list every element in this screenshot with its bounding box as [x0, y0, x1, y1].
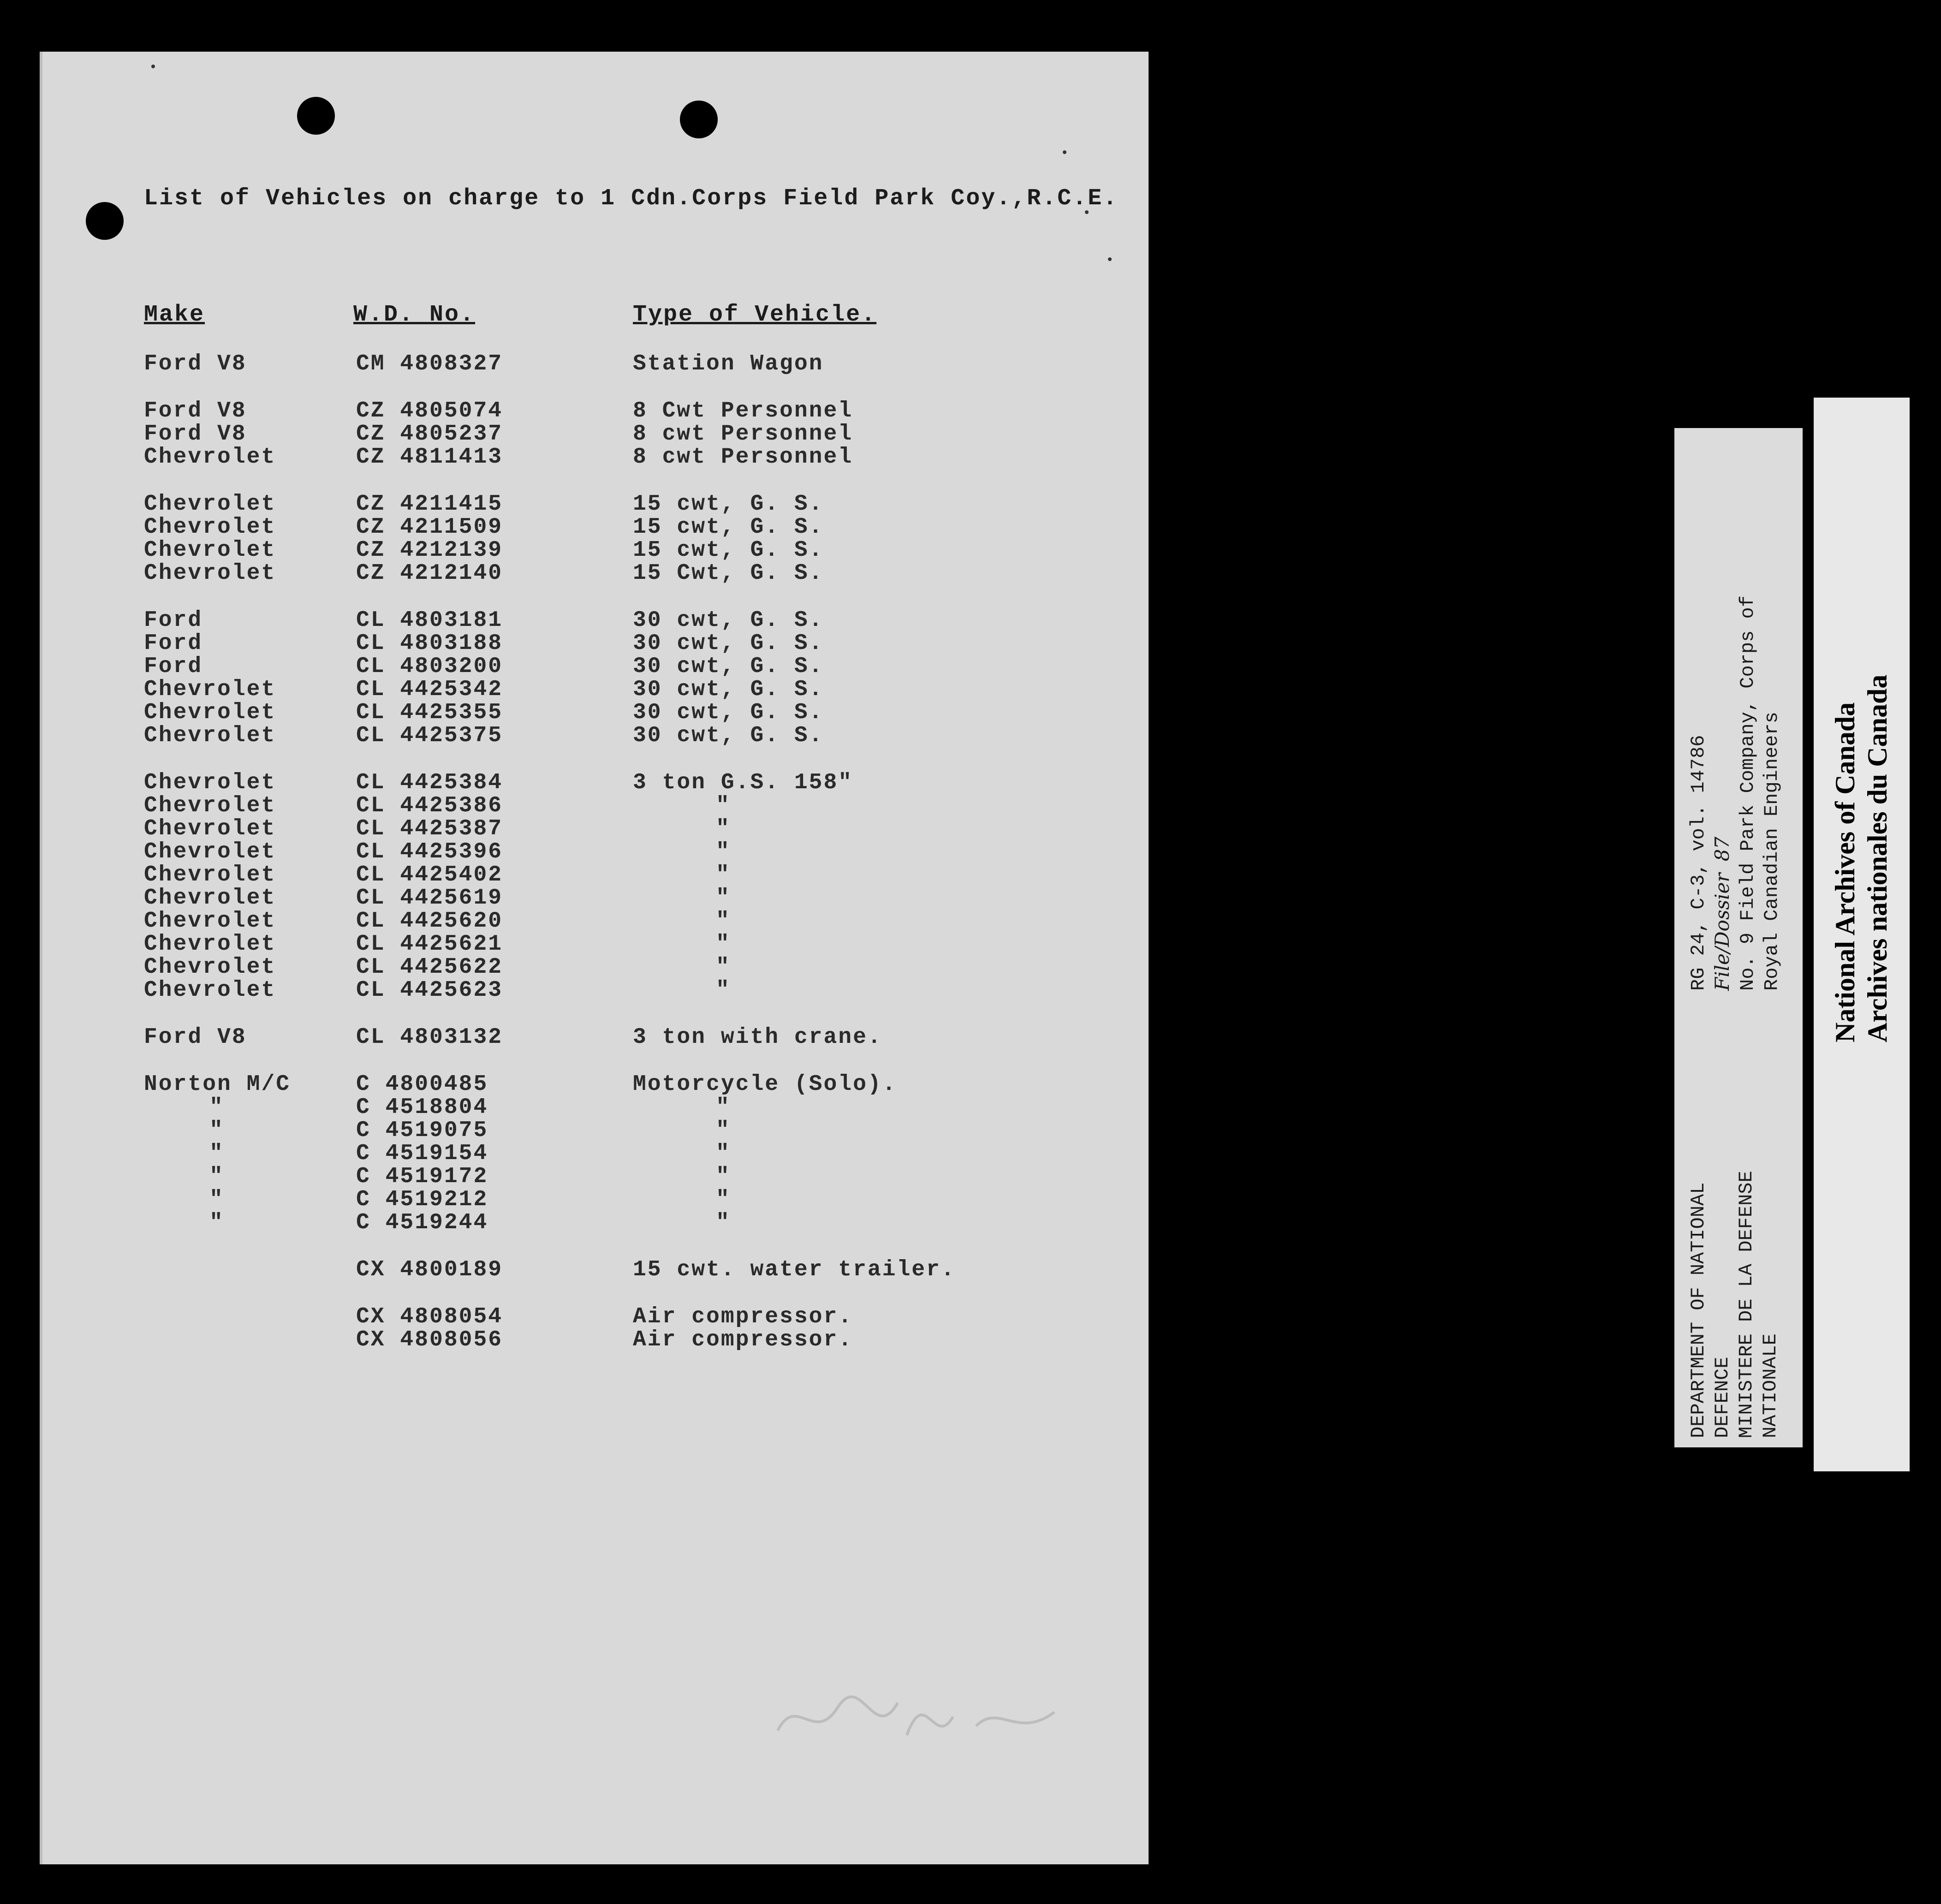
cell-wd: CZ 4211509: [356, 515, 503, 540]
header-make: Make: [144, 302, 205, 328]
cell-make: Ford V8: [144, 422, 247, 446]
cell-type: Station Wagon: [633, 351, 824, 376]
cell-make: Chevrolet: [144, 839, 276, 864]
cell-wd: C 4519212: [356, 1187, 488, 1212]
cell-type: ": [716, 932, 731, 957]
cell-type: 30 cwt, G. S.: [633, 654, 824, 679]
department-block: [1686, 1171, 1782, 1438]
ref-line: No. 9 Field Park Company, Corps of: [1737, 595, 1759, 991]
cell-type: 15 Cwt, G. S.: [633, 561, 824, 586]
cell-make: Ford V8: [144, 351, 247, 376]
cell-type: ": [716, 955, 731, 980]
cell-wd: CL 4803181: [356, 608, 503, 633]
cell-wd: CL 4425619: [356, 886, 503, 910]
punch-hole: [86, 202, 124, 240]
cell-make: Ford V8: [144, 1025, 247, 1050]
ref-line: [1710, 595, 1736, 991]
header-type: Type of Vehicle.: [633, 302, 877, 328]
cell-make: Chevrolet: [144, 515, 276, 540]
cell-type: ": [716, 863, 731, 887]
cell-type: ": [716, 1118, 731, 1143]
cell-type: ": [716, 1164, 731, 1189]
cell-wd: CL 4425384: [356, 770, 503, 795]
cell-wd: C 4519075: [356, 1118, 488, 1143]
cell-wd: CL 4425620: [356, 909, 503, 934]
cell-type: ": [716, 1095, 731, 1120]
cell-type: 30 cwt, G. S.: [633, 608, 824, 633]
cell-wd: CL 4803132: [356, 1025, 503, 1050]
cell-make: Chevrolet: [144, 978, 276, 1003]
cell-type: 8 cwt Personnel: [633, 445, 853, 470]
speck: [1108, 257, 1112, 261]
ref-line: Royal Canadian Engineers: [1761, 712, 1783, 991]
archive-reference-label: [1674, 428, 1803, 1447]
cell-wd: CX 4808054: [356, 1304, 503, 1329]
cell-wd: CL 4425402: [356, 863, 503, 887]
cell-make: Chevrolet: [144, 909, 276, 934]
cell-wd: CZ 4805237: [356, 422, 503, 446]
cell-type: ": [716, 1141, 731, 1166]
cell-make: Ford: [144, 631, 203, 656]
cell-type: ": [716, 1210, 731, 1235]
cell-type: ": [716, 978, 731, 1003]
cell-type: 30 cwt, G. S.: [633, 723, 824, 748]
archive-line-french: Archives nationales du Canada: [1862, 674, 1893, 1042]
cell-make: ": [209, 1141, 224, 1166]
cell-make: ": [209, 1118, 224, 1143]
cell-type: Air compressor.: [633, 1304, 853, 1329]
cell-make: Chevrolet: [144, 538, 276, 563]
cell-make: Chevrolet: [144, 445, 276, 470]
ref-line: RG 24, C-3, vol. 14786: [1687, 735, 1709, 991]
archive-line-english: National Archives of Canada: [1830, 702, 1860, 1042]
header-wd-no: W.D. No.: [353, 302, 476, 328]
cell-wd: CX 4808056: [356, 1327, 503, 1352]
cell-make: ": [209, 1187, 224, 1212]
cell-type: Motorcycle (Solo).: [633, 1072, 897, 1097]
cell-type: 15 cwt, G. S.: [633, 515, 824, 540]
cell-wd: CL 4425375: [356, 723, 503, 748]
cell-make: Chevrolet: [144, 816, 276, 841]
cell-wd: CM 4808327: [356, 351, 503, 376]
cell-wd: CL 4425386: [356, 793, 503, 818]
cell-make: Ford V8: [144, 399, 247, 423]
punch-hole: [297, 97, 335, 135]
cell-type: ": [716, 886, 731, 910]
cell-make: Chevrolet: [144, 677, 276, 702]
cell-wd: CL 4425342: [356, 677, 503, 702]
cell-wd: CL 4803188: [356, 631, 503, 656]
cell-wd: CL 4803200: [356, 654, 503, 679]
cell-wd: CL 4425622: [356, 955, 503, 980]
cell-type: 15 cwt, G. S.: [633, 538, 824, 563]
cell-type: 15 cwt. water trailer.: [633, 1257, 956, 1282]
punch-hole: [680, 101, 718, 138]
cell-type: 30 cwt, G. S.: [633, 700, 824, 725]
cell-make: Chevrolet: [144, 863, 276, 887]
cell-wd: CZ 4805074: [356, 399, 503, 423]
dept-line: DEPARTMENT OF NATIONAL: [1687, 1182, 1709, 1438]
archives-stamp: [1814, 398, 1910, 1471]
dept-line: NATIONALE: [1759, 1333, 1781, 1438]
cell-wd: CZ 4811413: [356, 445, 503, 470]
cell-make: Chevrolet: [144, 723, 276, 748]
cell-make: Norton M/C: [144, 1072, 291, 1097]
cell-type: 30 cwt, G. S.: [633, 631, 824, 656]
cell-type: 8 cwt Personnel: [633, 422, 853, 446]
cell-type: ": [716, 839, 731, 864]
cell-make: Chevrolet: [144, 955, 276, 980]
document-page: [40, 52, 1149, 1864]
cell-wd: C 4519172: [356, 1164, 488, 1189]
document-title: List of Vehicles on charge to 1 Cdn.Corps Field Park Coy.,R.C.E.: [144, 185, 1119, 212]
handwritten-signature: [759, 1675, 1082, 1758]
cell-wd: CL 4425621: [356, 932, 503, 957]
cell-make: Chevrolet: [144, 700, 276, 725]
cell-wd: CL 4425387: [356, 816, 503, 841]
cell-wd: C 4519154: [356, 1141, 488, 1166]
dept-line: MINISTERE DE LA DEFENSE: [1735, 1171, 1757, 1438]
cell-make: Chevrolet: [144, 561, 276, 586]
cell-make: Chevrolet: [144, 770, 276, 795]
cell-wd: CZ 4212140: [356, 561, 503, 586]
cell-wd: CL 4425396: [356, 839, 503, 864]
cell-wd: CL 4425623: [356, 978, 503, 1003]
cell-make: Ford: [144, 654, 203, 679]
cell-type: 8 Cwt Personnel: [633, 399, 853, 423]
reference-block: [1686, 595, 1784, 991]
cell-type: ": [716, 909, 731, 934]
dept-line: DEFENCE: [1711, 1357, 1733, 1438]
cell-wd: CX 4800189: [356, 1257, 503, 1282]
cell-type: 30 cwt, G. S.: [633, 677, 824, 702]
cell-wd: CZ 4212139: [356, 538, 503, 563]
cell-type: ": [716, 793, 731, 818]
cell-type: 3 ton with crane.: [633, 1025, 882, 1050]
cell-type: 15 cwt, G. S.: [633, 492, 824, 517]
cell-make: ": [209, 1095, 224, 1120]
cell-type: ": [716, 816, 731, 841]
cell-make: Ford: [144, 608, 203, 633]
cell-wd: CL 4425355: [356, 700, 503, 725]
cell-type: ": [716, 1187, 731, 1212]
cell-make: ": [209, 1164, 224, 1189]
cell-make: Chevrolet: [144, 886, 276, 910]
cell-wd: C 4800485: [356, 1072, 488, 1097]
cell-wd: C 4519244: [356, 1210, 488, 1235]
cell-make: Chevrolet: [144, 793, 276, 818]
ref-file-number: 87: [1711, 836, 1733, 862]
cell-make: Chevrolet: [144, 932, 276, 957]
speck: [151, 65, 155, 68]
speck: [1063, 150, 1066, 154]
ref-file-prefix: File/Dossier: [1711, 873, 1733, 991]
cell-make: Chevrolet: [144, 492, 276, 517]
cell-wd: C 4518804: [356, 1095, 488, 1120]
cell-wd: CZ 4211415: [356, 492, 503, 517]
cell-type: Air compressor.: [633, 1327, 853, 1352]
cell-make: ": [209, 1210, 224, 1235]
cell-type: 3 ton G.S. 158": [633, 770, 853, 795]
